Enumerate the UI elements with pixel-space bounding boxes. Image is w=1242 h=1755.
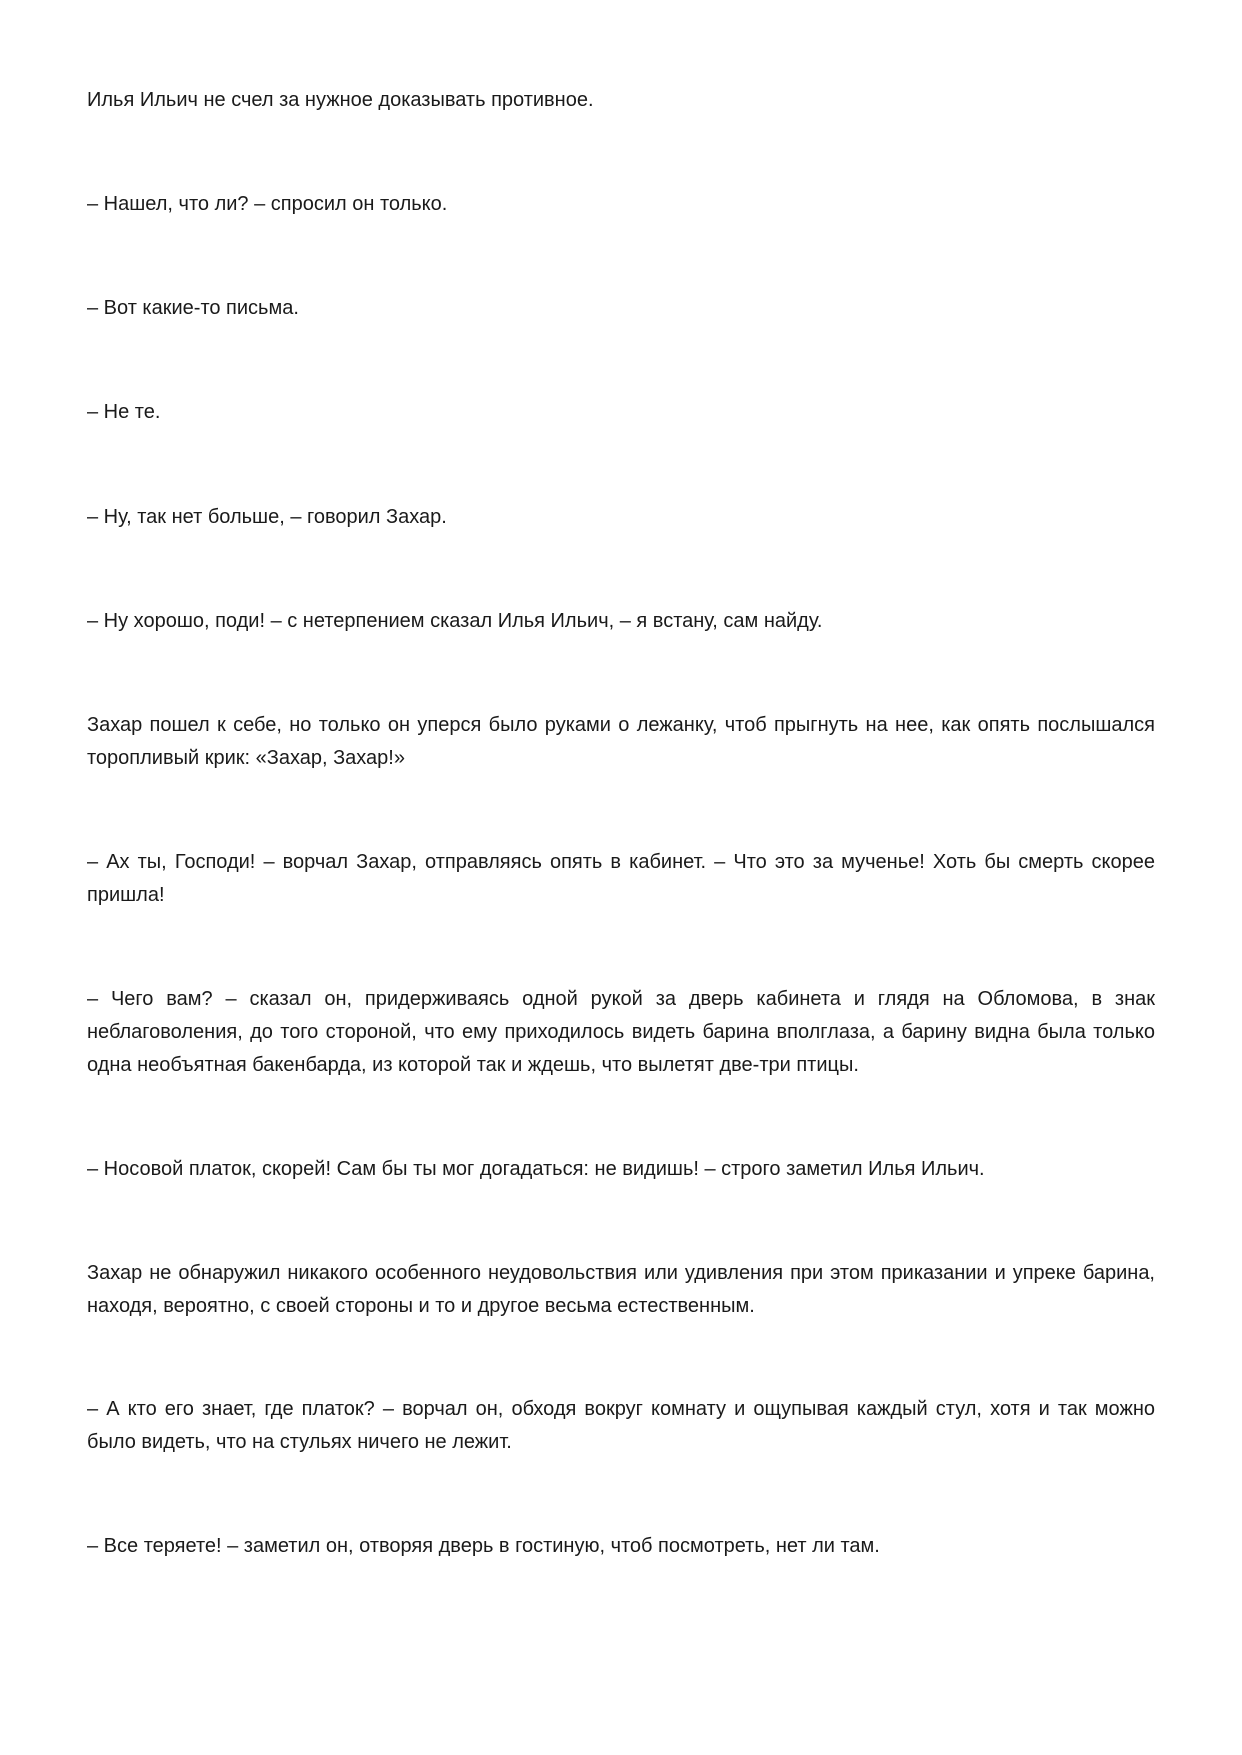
paragraph-11: Захар не обнаружил никакого особенного неудовольствия или удивления при этом приказании и упреке барина, находя, вероятно, с своей стороны и то и другое весьма естественным.: [87, 1262, 1155, 1317]
paragraph-6: – Ну хорошо, поди! – с нетерпением сказал Илья Ильич, – я встану, сам найду.: [87, 610, 823, 632]
paragraph-9: – Чего вам? – сказал он, придерживаясь одной рукой за дверь кабинета и глядя на Обломова, в знак неблаговоления, до того стороной, что ему приходилось видеть барина вполглаза, а барину видна была только одна необъятная бакенбарда, из которой так и ждешь, что вылетят две-три птицы.: [87, 988, 1155, 1076]
paragraph-13: – Все теряете! – заметил он, отворяя дверь в гостиную, чтоб посмотреть, нет ли там.: [87, 1535, 880, 1557]
paragraph-5: – Ну, так нет больше, – говорил Захар.: [87, 506, 447, 528]
paragraph-4: – Не те.: [87, 401, 161, 423]
paragraph-10: – Носовой платок, скорей! Сам бы ты мог догадаться: не видишь! – строго заметил Илья Ильич.: [87, 1158, 985, 1180]
paragraph-1: Илья Ильич не счел за нужное доказывать противное.: [87, 89, 594, 111]
paragraph-7: Захар пошел к себе, но только он уперся было руками о лежанку, чтоб прыгнуть на нее, как опять послышался торопливый крик: «Захар, Захар!»: [87, 714, 1155, 769]
paragraph-3: – Вот какие-то письма.: [87, 297, 299, 319]
paragraph-2: – Нашел, что ли? – спросил он только.: [87, 193, 448, 215]
paragraph-12: – А кто его знает, где платок? – ворчал он, обходя вокруг комнату и ощупывая каждый стул, хотя и так можно было видеть, что на стульях ничего не лежит.: [87, 1398, 1155, 1453]
paragraph-8: – Ах ты, Господи! – ворчал Захар, отправляясь опять в кабинет. – Что это за мученье! Хоть бы смерть скорее пришла!: [87, 851, 1155, 906]
